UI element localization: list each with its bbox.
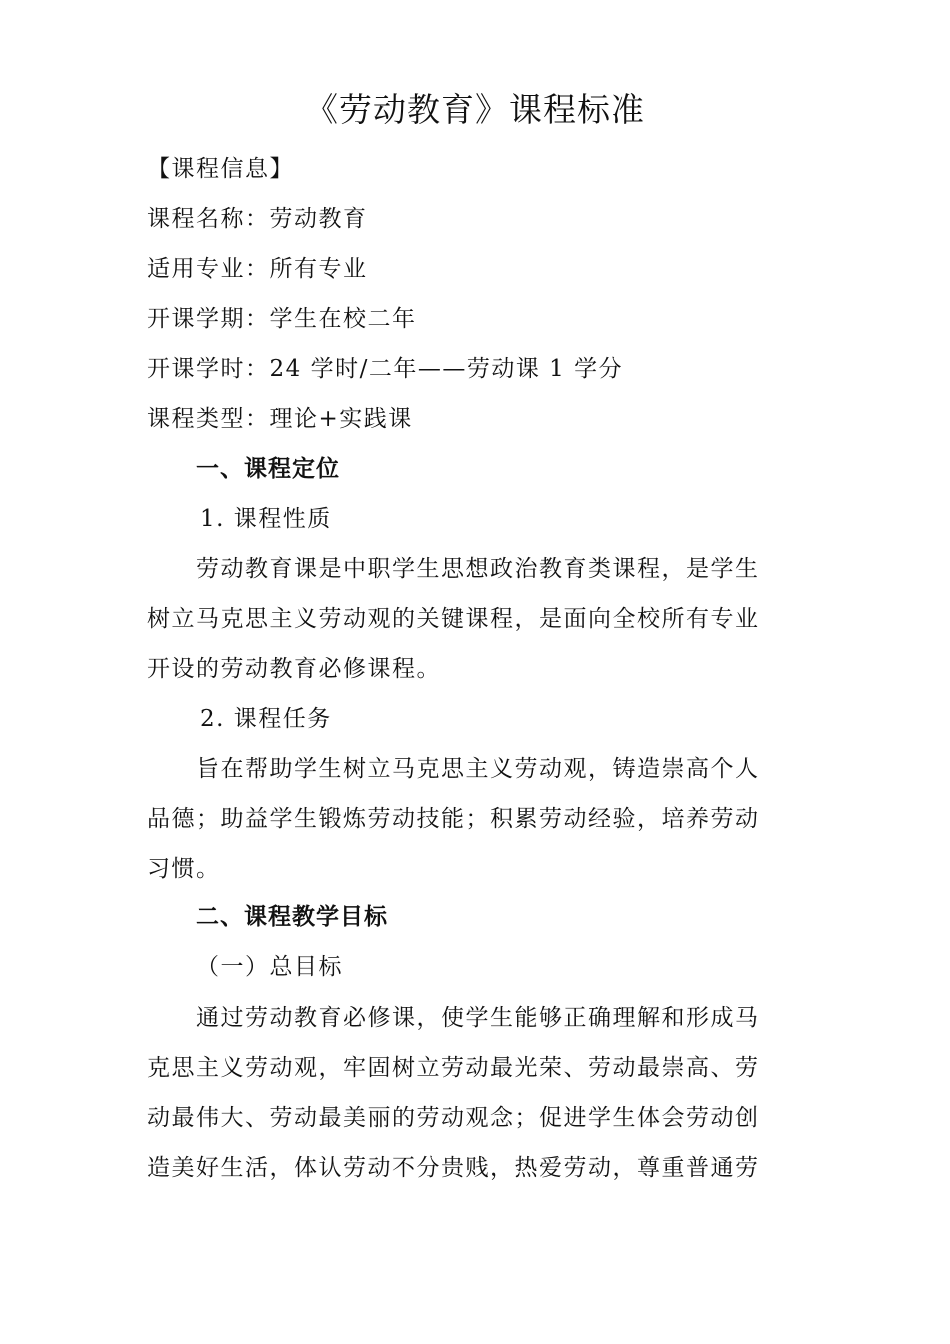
course-task-line-1: 旨在帮助学生树立马克思主义劳动观，铸造崇高个人 [196,756,760,782]
document-title: 《劳动教育》课程标准 [305,90,645,129]
overall-goal-line-3: 动最伟大、劳动最美丽的劳动观念；促进学生体会劳动创 [147,1105,760,1131]
course-task-heading: 2. 课程任务 [200,706,332,732]
course-nature-line-3: 开设的劳动教育必修课程。 [147,656,441,682]
course-nature-heading: 1. 课程性质 [200,506,332,532]
course-task-line-3: 习惯。 [147,856,221,882]
course-nature-line-2: 树立马克思主义劳动观的关键课程，是面向全校所有专业 [147,606,760,632]
info-semester: 开课学期：学生在校二年 [147,306,417,332]
overall-goal-line-4: 造美好生活，体认劳动不分贵贱，热爱劳动，尊重普通劳 [147,1155,760,1181]
info-class-hours: 开课学时：24 学时/二年——劳动课 1 学分 [147,356,624,382]
course-nature-line-1: 劳动教育课是中职学生思想政治教育类课程，是学生 [196,556,760,582]
info-applicable-major: 适用专业：所有专业 [147,256,368,282]
overall-goal-heading: （一）总目标 [196,954,343,980]
info-course-type: 课程类型：理论+实践课 [147,406,413,432]
overall-goal-line-1: 通过劳动教育必修课，使学生能够正确理解和形成马 [196,1005,760,1031]
course-info-header: 【课程信息】 [147,156,294,182]
section-1-heading: 一、课程定位 [196,456,340,482]
course-task-line-2: 品德；助益学生锻炼劳动技能；积累劳动经验，培养劳动 [147,806,760,832]
info-course-name: 课程名称：劳动教育 [147,206,368,232]
overall-goal-line-2: 克思主义劳动观，牢固树立劳动最光荣、劳动最崇高、劳 [147,1055,760,1081]
section-2-heading: 二、课程教学目标 [196,904,388,930]
